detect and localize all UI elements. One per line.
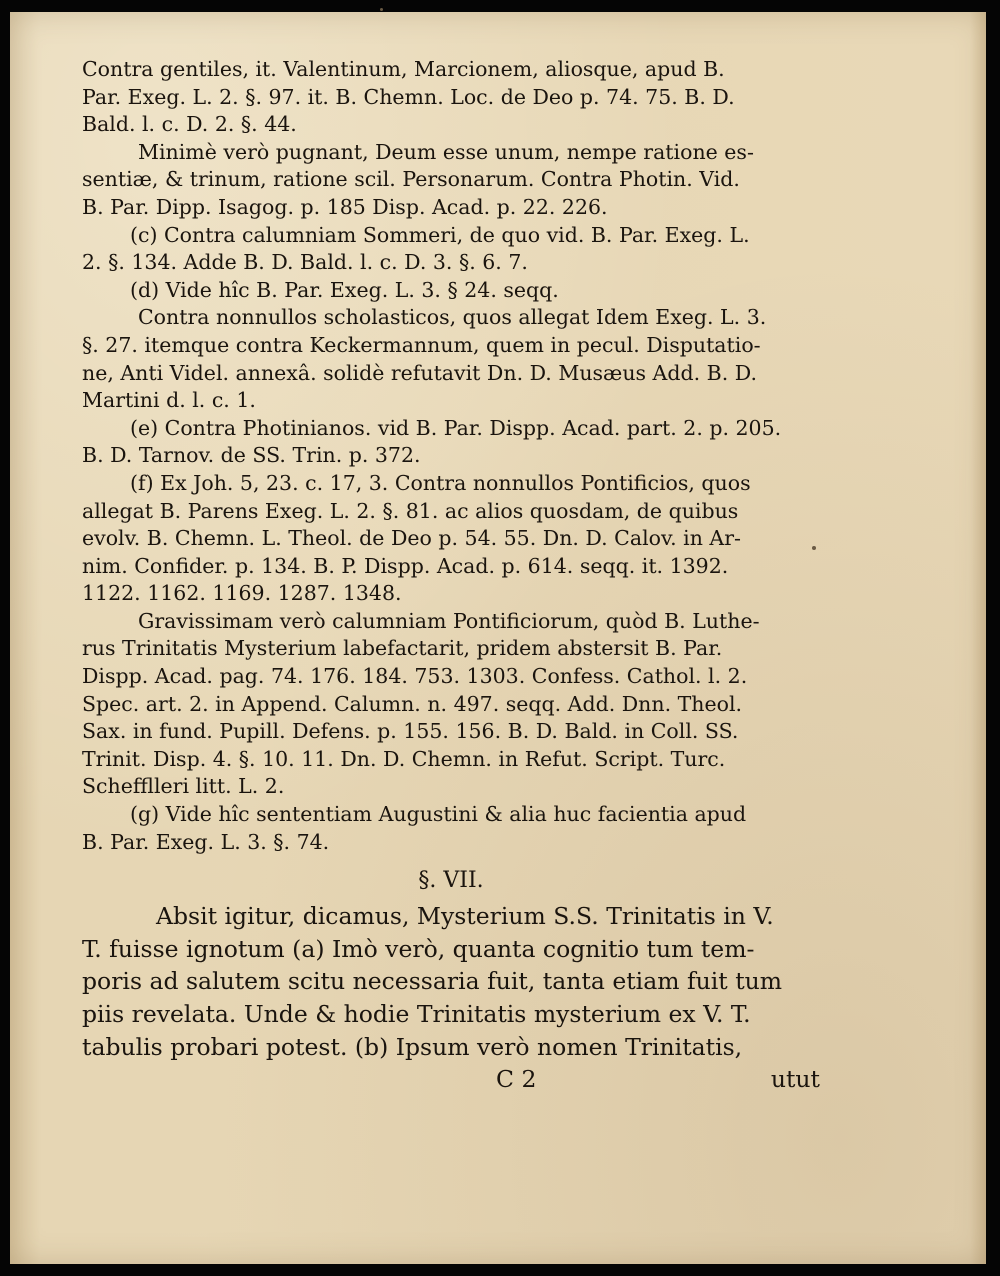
text-line: nim. Confider. p. 134. B. P. Dispp. Acad. p. 614. seqq. it. 1392.: [82, 553, 729, 578]
text-line: T. fuisse ignotum (a) Imò verò, quanta cognitio tum tem-: [82, 934, 755, 963]
text-line: (e) Contra Photinianos. vid B. Par. Dispp. Acad. part. 2. p. 205.: [130, 415, 782, 440]
text-line: (f) Ex Joh. 5, 23. c. 17, 3. Contra nonnullos Pontificios, quos: [130, 470, 751, 495]
footnotes-block: [82, 56, 820, 856]
text-line: evolv. B. Chemn. L. Theol. de Deo p. 54. 55. Dn. D. Calov. in Ar-: [82, 526, 741, 551]
note-paragraph: [82, 222, 820, 277]
catchword: utut: [770, 1065, 820, 1094]
note-paragraph: [82, 139, 820, 222]
body-paragraph: [82, 900, 820, 1063]
section-heading: §. VII.: [418, 868, 484, 894]
text-line: Minimè verò pugnant, Deum esse unum, nempe ratione es-: [138, 139, 754, 164]
text-line: 1122. 1162. 1169. 1287. 1348.: [82, 581, 402, 606]
text-line: tabulis probari potest. (b) Ipsum verò nomen Trinitatis,: [82, 1032, 743, 1061]
text-line: Trinit. Disp. 4. §. 10. 11. Dn. D. Chemn. in Refut. Script. Turc.: [82, 746, 726, 771]
note-paragraph: [82, 470, 820, 608]
ink-speck: [812, 546, 816, 550]
text-line: rus Trinitatis Mysterium labefactarit, pridem abstersit B. Par.: [82, 636, 723, 661]
note-paragraph: [82, 415, 820, 470]
text-line: sentiæ, & trinum, ratione scil. Personarum. Contra Photin. Vid.: [82, 167, 740, 192]
text-line: ne, Anti Videl. annexâ. solidè refutavit Dn. D. Musæus Add. B. D.: [82, 360, 757, 385]
note-paragraph: [82, 801, 820, 856]
text-line: Sax. in fund. Pupill. Defens. p. 155. 156. B. D. Bald. in Coll. SS.: [82, 719, 739, 744]
note-paragraph: [82, 56, 820, 139]
text-line: B. Par. Dipp. Isagog. p. 185 Disp. Acad. p. 22. 226.: [82, 194, 608, 219]
text-line: (c) Contra calumniam Sommeri, de quo vid. B. Par. Exeg. L.: [130, 222, 750, 247]
page-text: [82, 56, 820, 1095]
ink-speck: [380, 8, 383, 11]
text-line: B. Par. Exeg. L. 3. §. 74.: [82, 829, 330, 854]
text-line: §. 27. itemque contra Keckermannum, quem in pecul. Disputatio-: [82, 332, 761, 357]
note-paragraph: [82, 277, 820, 305]
text-line: Contra gentiles, it. Valentinum, Marcionem, aliosque, apud B.: [82, 57, 725, 81]
note-paragraph: [82, 608, 820, 801]
page-footer: [82, 1063, 820, 1095]
text-line: Absit igitur, dicamus, Mysterium S.S. Trinitatis in V.: [156, 902, 774, 931]
text-line: (d) Vide hîc B. Par. Exeg. L. 3. § 24. seqq.: [130, 277, 559, 302]
text-line: Martini d. l. c. 1.: [82, 388, 256, 413]
text-line: (g) Vide hîc sententiam Augustini & alia huc facientia apud: [130, 802, 747, 827]
book-page: [10, 12, 986, 1264]
text-line: piis revelata. Unde & hodie Trinitatis mysterium ex V. T.: [82, 1000, 751, 1028]
text-line: Spec. art. 2. in Append. Calumn. n. 497. seqq. Add. Dnn. Theol.: [82, 691, 743, 716]
text-line: Contra nonnullos scholasticos, quos allegat Idem Exeg. L. 3.: [138, 305, 767, 330]
text-line: Dispp. Acad. pag. 74. 176. 184. 753. 1303. Confess. Cathol. l. 2.: [82, 664, 748, 689]
signature-mark: C 2: [496, 1065, 537, 1094]
text-line: poris ad salutem scitu necessaria fuit, tanta etiam fuit tum: [82, 967, 783, 996]
text-line: Schefflleri litt. L. 2.: [82, 774, 285, 799]
note-paragraph: [82, 304, 820, 414]
text-line: allegat B. Parens Exeg. L. 2. §. 81. ac alios quosdam, de quibus: [82, 498, 739, 523]
text-line: 2. §. 134. Adde B. D. Bald. l. c. D. 3. §. 6. 7.: [82, 250, 528, 275]
text-line: B. D. Tarnov. de SS. Trin. p. 372.: [82, 443, 421, 468]
text-line: Bald. l. c. D. 2. §. 44.: [82, 112, 297, 137]
text-line: Gravissimam verò calumniam Pontificiorum, quòd B. Luthe-: [138, 608, 760, 633]
text-line: Par. Exeg. L. 2. §. 97. it. B. Chemn. Loc. de Deo p. 74. 75. B. D.: [82, 84, 735, 109]
